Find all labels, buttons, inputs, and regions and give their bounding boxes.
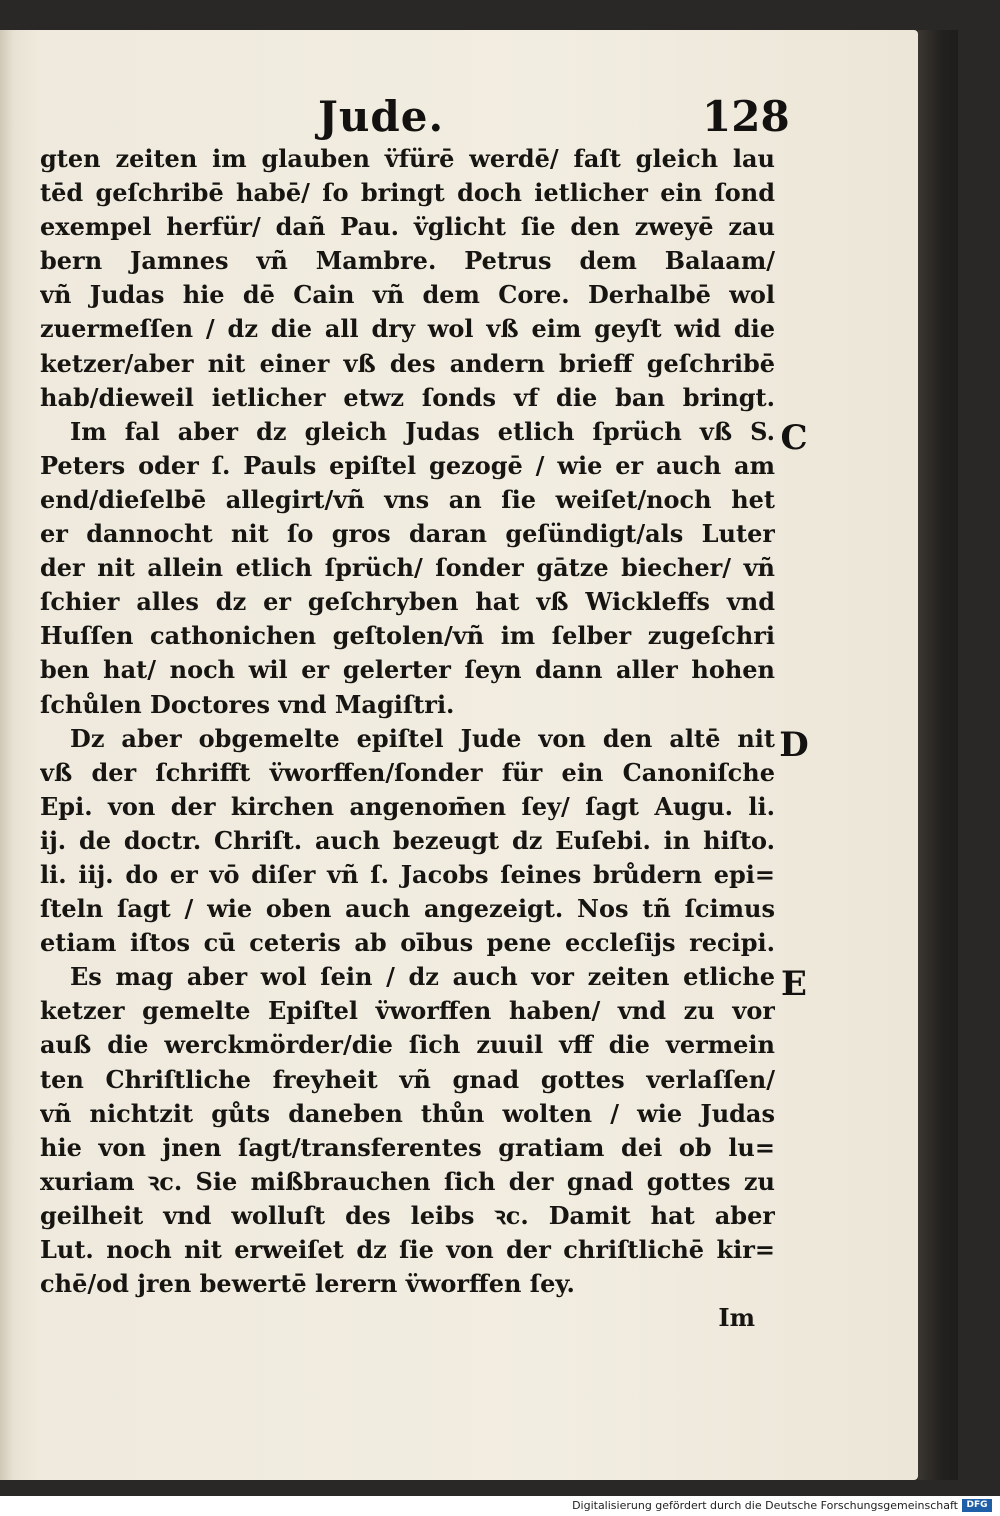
running-head-title: Jude. [318, 92, 445, 141]
page-number: 128 [702, 92, 790, 141]
text-line: ſteln ſagt / wie oben auch angezeigt. Nos tñ ſcimus [40, 894, 775, 924]
text-line: ketzer gemelte Epiſtel v̈worffen haben/ vnd zu vor [40, 996, 775, 1026]
text-line: hab/dieweil ietlicher etwz ſonds vf die ban bringt. [40, 382, 775, 412]
margin-marker-c: C [780, 418, 808, 458]
text-line: ben hat/ noch wil er gelerter ſeyn dann aller hohen [40, 655, 775, 685]
text-line: ſchier alles dz er geſchryben hat vß Wickleffs vnd [40, 587, 775, 617]
text-line: er dannocht nit ſo gros daran geſündigt/als Luter [40, 519, 775, 549]
paragraph-start-line: Im fal aber dz gleich Judas etlich ſprüch vß S. [70, 416, 775, 446]
text-line: der nit allein etlich ſprüch/ ſonder gātze biecher/ vñ [40, 553, 775, 583]
text-line: bern Jamnes vñ Mambre. Petrus dem Balaam/ [40, 246, 775, 276]
text-line: Peters oder ſ. Pauls epiſtel gezogē / wie er auch am [40, 450, 775, 480]
text-line: ketzer/aber nit einer vß des andern brieff geſchribē [40, 348, 775, 378]
paragraph-start-line: Es mag aber wol ſein / dz auch vor zeiten etliche [70, 962, 775, 992]
footer-bar [0, 1496, 1000, 1516]
text-line: ſchůlen Doctores vnd Magiſtri. [40, 689, 455, 719]
paragraph-start-line: Dz aber obgemelte epiſtel Jude von den altē nit [70, 723, 775, 753]
dfg-logo: DFG [962, 1499, 992, 1512]
text-line: etiam iſtos cū ceteris ab oībus pene eccleſijs recipi. [40, 928, 775, 958]
catchword: Im [718, 1303, 755, 1333]
text-line: zuermeſſen / dz die all dry wol vß eim geyſt wid die [40, 314, 775, 344]
text-line: ten Chriſtliche freyheit vñ gnad gottes verlaſſen/ [40, 1064, 775, 1094]
text-line: Huſſen cathonichen geſtolen/vñ im ſelber zugeſchri [40, 621, 775, 651]
text-line: Lut. noch nit erweiſet dz ſie von der chriſtlichē kir= [40, 1235, 775, 1264]
text-line: vñ Judas hie dē Cain vñ dem Core. Derhalbē wol [40, 280, 775, 310]
text-line: gten zeiten im glauben v̈fürē werdē/ faſt gleich lau [40, 144, 775, 173]
text-line: ij. de doctr. Chriſt. auch bezeugt dz Euſebi. in hiſto. [40, 825, 775, 855]
text-line: exempel herfür/ dañ Pau. v̈glicht ſie den zweyē zau [40, 212, 775, 242]
text-line: auß die werckmörder/die ſich zuuil vff die vermein [40, 1030, 775, 1060]
text-line: tēd geſchribē habē/ ſo bringt doch ietlicher ein ſond [40, 178, 775, 208]
text-line: hie von jnen ſagt/transferentes gratiam dei ob lu= [40, 1132, 775, 1162]
text-line: Epi. von der kirchen angenom̄en ſey/ ſagt Augu. li. [40, 791, 775, 821]
margin-marker-e: E [781, 964, 807, 1004]
text-line: end/dieſelbē allegirt/vñ vns an ſie weiſet/noch het [40, 484, 775, 514]
text-line: vß der ſchrifft v̈worffen/ſonder für ein Canoniſche [40, 757, 775, 787]
text-line: chē/od jren bewertē lerern v̈worffen ſey. [40, 1269, 575, 1299]
text-line: vñ nichtzit gůts daneben thůn wolten / wie Judas [40, 1098, 775, 1128]
margin-marker-d: D [779, 725, 809, 765]
text-line: li. iij. do er vō diſer vñ ſ. Jacobs ſeines brůdern epi= [40, 859, 775, 889]
text-line: xuriam ꝛc. Sie mißbrauchen ſich der gnad gottes zu [40, 1166, 775, 1196]
binding-shadow [918, 30, 958, 1480]
text-block [40, 142, 775, 1335]
funding-credit: Digitalisierung gefördert durch die Deutsche Forschungsgemeinschaft [572, 1499, 958, 1512]
text-line: geilheit vnd wolluſt des leibs ꝛc. Damit hat aber [40, 1200, 775, 1230]
